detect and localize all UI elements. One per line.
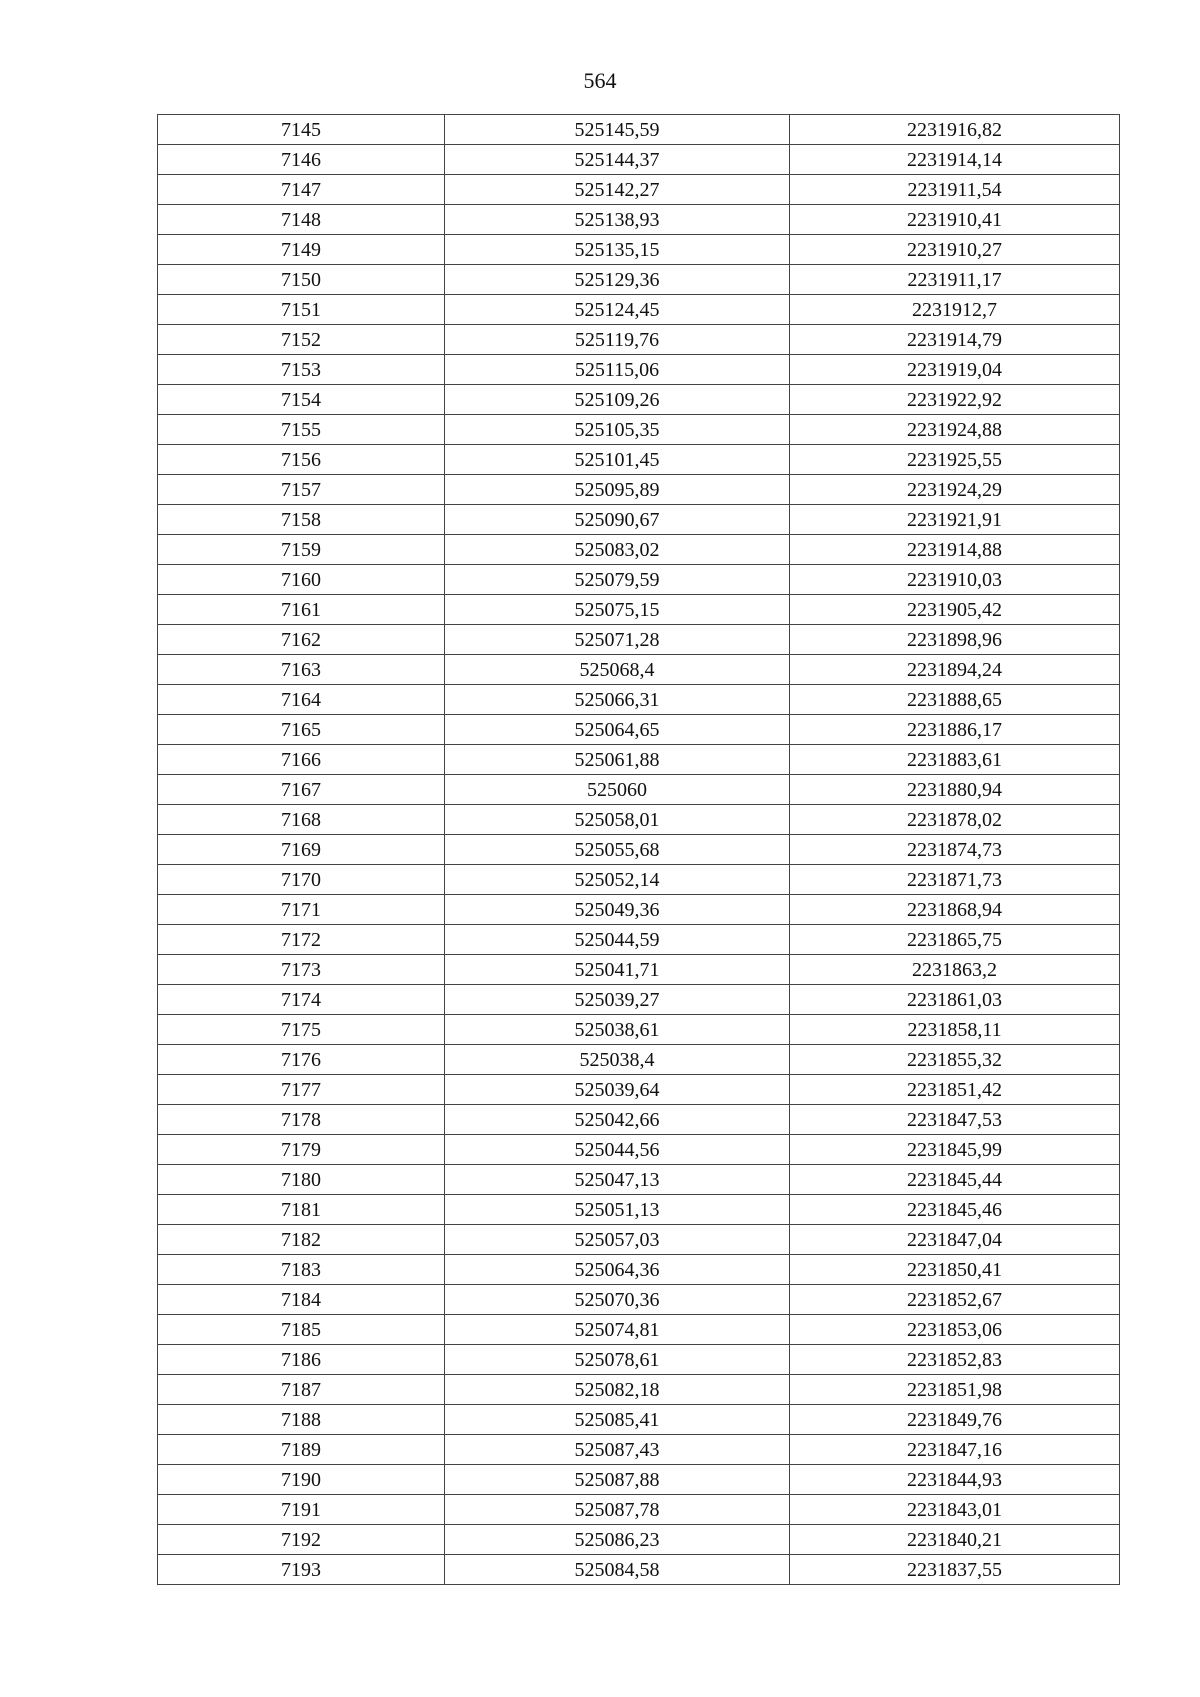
y-coordinate-cell: 2231910,03	[790, 565, 1120, 595]
x-coordinate-cell: 525101,45	[445, 445, 790, 475]
point-number-cell: 7188	[158, 1405, 445, 1435]
x-coordinate-cell: 525078,61	[445, 1345, 790, 1375]
point-number-cell: 7167	[158, 775, 445, 805]
table-row	[158, 1375, 1120, 1405]
y-coordinate-cell: 2231849,76	[790, 1405, 1120, 1435]
y-coordinate-cell: 2231924,29	[790, 475, 1120, 505]
x-coordinate-cell: 525042,66	[445, 1105, 790, 1135]
table-row	[158, 1435, 1120, 1465]
point-number-cell: 7155	[158, 415, 445, 445]
y-coordinate-cell: 2231861,03	[790, 985, 1120, 1015]
table-row	[158, 415, 1120, 445]
x-coordinate-cell: 525055,68	[445, 835, 790, 865]
x-coordinate-cell: 525087,78	[445, 1495, 790, 1525]
point-number-cell: 7181	[158, 1195, 445, 1225]
point-number-cell: 7153	[158, 355, 445, 385]
x-coordinate-cell: 525060	[445, 775, 790, 805]
y-coordinate-cell: 2231840,21	[790, 1525, 1120, 1555]
point-number-cell: 7177	[158, 1075, 445, 1105]
y-coordinate-cell: 2231852,83	[790, 1345, 1120, 1375]
table-row	[158, 1165, 1120, 1195]
table-row	[158, 985, 1120, 1015]
table-row	[158, 205, 1120, 235]
y-coordinate-cell: 2231914,88	[790, 535, 1120, 565]
x-coordinate-cell: 525119,76	[445, 325, 790, 355]
y-coordinate-cell: 2231850,41	[790, 1255, 1120, 1285]
x-coordinate-cell: 525142,27	[445, 175, 790, 205]
table-row	[158, 745, 1120, 775]
point-number-cell: 7161	[158, 595, 445, 625]
y-coordinate-cell: 2231912,7	[790, 295, 1120, 325]
x-coordinate-cell: 525044,59	[445, 925, 790, 955]
point-number-cell: 7162	[158, 625, 445, 655]
x-coordinate-cell: 525084,58	[445, 1555, 790, 1585]
table-row	[158, 1345, 1120, 1375]
y-coordinate-cell: 2231921,91	[790, 505, 1120, 535]
table-row	[158, 715, 1120, 745]
x-coordinate-cell: 525090,67	[445, 505, 790, 535]
x-coordinate-cell: 525083,02	[445, 535, 790, 565]
point-number-cell: 7154	[158, 385, 445, 415]
x-coordinate-cell: 525038,61	[445, 1015, 790, 1045]
y-coordinate-cell: 2231874,73	[790, 835, 1120, 865]
x-coordinate-cell: 525124,45	[445, 295, 790, 325]
y-coordinate-cell: 2231858,11	[790, 1015, 1120, 1045]
point-number-cell: 7169	[158, 835, 445, 865]
x-coordinate-cell: 525047,13	[445, 1165, 790, 1195]
y-coordinate-cell: 2231837,55	[790, 1555, 1120, 1585]
y-coordinate-cell: 2231855,32	[790, 1045, 1120, 1075]
x-coordinate-cell: 525138,93	[445, 205, 790, 235]
table-row	[158, 1525, 1120, 1555]
table-row	[158, 1495, 1120, 1525]
table-row	[158, 145, 1120, 175]
table-row	[158, 805, 1120, 835]
y-coordinate-cell: 2231910,27	[790, 235, 1120, 265]
x-coordinate-cell: 525068,4	[445, 655, 790, 685]
point-number-cell: 7193	[158, 1555, 445, 1585]
x-coordinate-cell: 525038,4	[445, 1045, 790, 1075]
point-number-cell: 7157	[158, 475, 445, 505]
x-coordinate-cell: 525052,14	[445, 865, 790, 895]
point-number-cell: 7180	[158, 1165, 445, 1195]
point-number-cell: 7156	[158, 445, 445, 475]
y-coordinate-cell: 2231925,55	[790, 445, 1120, 475]
x-coordinate-cell: 525064,65	[445, 715, 790, 745]
table-row	[158, 655, 1120, 685]
point-number-cell: 7187	[158, 1375, 445, 1405]
x-coordinate-cell: 525144,37	[445, 145, 790, 175]
x-coordinate-cell: 525087,43	[445, 1435, 790, 1465]
table-row	[158, 1135, 1120, 1165]
point-number-cell: 7179	[158, 1135, 445, 1165]
x-coordinate-cell: 525087,88	[445, 1465, 790, 1495]
point-number-cell: 7182	[158, 1225, 445, 1255]
table-row	[158, 475, 1120, 505]
table-row	[158, 1195, 1120, 1225]
point-number-cell: 7151	[158, 295, 445, 325]
point-number-cell: 7175	[158, 1015, 445, 1045]
table-row	[158, 175, 1120, 205]
table-row	[158, 1045, 1120, 1075]
point-number-cell: 7168	[158, 805, 445, 835]
y-coordinate-cell: 2231880,94	[790, 775, 1120, 805]
x-coordinate-cell: 525057,03	[445, 1225, 790, 1255]
coordinates-table-body	[158, 115, 1120, 1585]
point-number-cell: 7170	[158, 865, 445, 895]
point-number-cell: 7185	[158, 1315, 445, 1345]
y-coordinate-cell: 2231878,02	[790, 805, 1120, 835]
y-coordinate-cell: 2231852,67	[790, 1285, 1120, 1315]
point-number-cell: 7189	[158, 1435, 445, 1465]
x-coordinate-cell: 525105,35	[445, 415, 790, 445]
x-coordinate-cell: 525051,13	[445, 1195, 790, 1225]
y-coordinate-cell: 2231868,94	[790, 895, 1120, 925]
x-coordinate-cell: 525086,23	[445, 1525, 790, 1555]
point-number-cell: 7184	[158, 1285, 445, 1315]
y-coordinate-cell: 2231851,42	[790, 1075, 1120, 1105]
x-coordinate-cell: 525085,41	[445, 1405, 790, 1435]
point-number-cell: 7171	[158, 895, 445, 925]
x-coordinate-cell: 525095,89	[445, 475, 790, 505]
point-number-cell: 7166	[158, 745, 445, 775]
y-coordinate-cell: 2231853,06	[790, 1315, 1120, 1345]
table-row	[158, 955, 1120, 985]
y-coordinate-cell: 2231883,61	[790, 745, 1120, 775]
y-coordinate-cell: 2231894,24	[790, 655, 1120, 685]
point-number-cell: 7183	[158, 1255, 445, 1285]
y-coordinate-cell: 2231916,82	[790, 115, 1120, 145]
table-row	[158, 1255, 1120, 1285]
x-coordinate-cell: 525079,59	[445, 565, 790, 595]
y-coordinate-cell: 2231886,17	[790, 715, 1120, 745]
table-row	[158, 1465, 1120, 1495]
point-number-cell: 7146	[158, 145, 445, 175]
x-coordinate-cell: 525066,31	[445, 685, 790, 715]
table-row	[158, 595, 1120, 625]
table-row	[158, 295, 1120, 325]
point-number-cell: 7163	[158, 655, 445, 685]
table-row	[158, 385, 1120, 415]
table-row	[158, 1225, 1120, 1255]
point-number-cell: 7190	[158, 1465, 445, 1495]
table-row	[158, 1555, 1120, 1585]
x-coordinate-cell: 525145,59	[445, 115, 790, 145]
table-row	[158, 625, 1120, 655]
x-coordinate-cell: 525109,26	[445, 385, 790, 415]
y-coordinate-cell: 2231844,93	[790, 1465, 1120, 1495]
point-number-cell: 7148	[158, 205, 445, 235]
point-number-cell: 7172	[158, 925, 445, 955]
point-number-cell: 7150	[158, 265, 445, 295]
x-coordinate-cell: 525049,36	[445, 895, 790, 925]
table-row	[158, 685, 1120, 715]
table-row	[158, 1075, 1120, 1105]
y-coordinate-cell: 2231847,04	[790, 1225, 1120, 1255]
point-number-cell: 7159	[158, 535, 445, 565]
y-coordinate-cell: 2231851,98	[790, 1375, 1120, 1405]
x-coordinate-cell: 525061,88	[445, 745, 790, 775]
y-coordinate-cell: 2231919,04	[790, 355, 1120, 385]
table-row	[158, 775, 1120, 805]
x-coordinate-cell: 525064,36	[445, 1255, 790, 1285]
point-number-cell: 7173	[158, 955, 445, 985]
x-coordinate-cell: 525044,56	[445, 1135, 790, 1165]
y-coordinate-cell: 2231888,65	[790, 685, 1120, 715]
y-coordinate-cell: 2231863,2	[790, 955, 1120, 985]
x-coordinate-cell: 525039,27	[445, 985, 790, 1015]
y-coordinate-cell: 2231914,14	[790, 145, 1120, 175]
table-row	[158, 1285, 1120, 1315]
x-coordinate-cell: 525070,36	[445, 1285, 790, 1315]
point-number-cell: 7192	[158, 1525, 445, 1555]
point-number-cell: 7158	[158, 505, 445, 535]
point-number-cell: 7165	[158, 715, 445, 745]
y-coordinate-cell: 2231911,54	[790, 175, 1120, 205]
table-row	[158, 235, 1120, 265]
table-row	[158, 835, 1120, 865]
y-coordinate-cell: 2231843,01	[790, 1495, 1120, 1525]
point-number-cell: 7160	[158, 565, 445, 595]
x-coordinate-cell: 525135,15	[445, 235, 790, 265]
y-coordinate-cell: 2231871,73	[790, 865, 1120, 895]
point-number-cell: 7152	[158, 325, 445, 355]
table-row	[158, 1315, 1120, 1345]
x-coordinate-cell: 525115,06	[445, 355, 790, 385]
table-row	[158, 925, 1120, 955]
y-coordinate-cell: 2231845,46	[790, 1195, 1120, 1225]
table-row	[158, 565, 1120, 595]
y-coordinate-cell: 2231914,79	[790, 325, 1120, 355]
point-number-cell: 7147	[158, 175, 445, 205]
y-coordinate-cell: 2231847,53	[790, 1105, 1120, 1135]
point-number-cell: 7174	[158, 985, 445, 1015]
coordinates-table	[157, 114, 1120, 1585]
table-row	[158, 1105, 1120, 1135]
y-coordinate-cell: 2231845,99	[790, 1135, 1120, 1165]
x-coordinate-cell: 525129,36	[445, 265, 790, 295]
table-row	[158, 325, 1120, 355]
point-number-cell: 7178	[158, 1105, 445, 1135]
table-row	[158, 1405, 1120, 1435]
y-coordinate-cell: 2231847,16	[790, 1435, 1120, 1465]
x-coordinate-cell: 525039,64	[445, 1075, 790, 1105]
y-coordinate-cell: 2231922,92	[790, 385, 1120, 415]
y-coordinate-cell: 2231910,41	[790, 205, 1120, 235]
table-row	[158, 445, 1120, 475]
page-number: 564	[583, 68, 617, 93]
table-row	[158, 265, 1120, 295]
x-coordinate-cell: 525041,71	[445, 955, 790, 985]
table-row	[158, 895, 1120, 925]
x-coordinate-cell: 525058,01	[445, 805, 790, 835]
point-number-cell: 7191	[158, 1495, 445, 1525]
y-coordinate-cell: 2231845,44	[790, 1165, 1120, 1195]
x-coordinate-cell: 525075,15	[445, 595, 790, 625]
table-row	[158, 1015, 1120, 1045]
x-coordinate-cell: 525071,28	[445, 625, 790, 655]
y-coordinate-cell: 2231924,88	[790, 415, 1120, 445]
table-row	[158, 535, 1120, 565]
point-number-cell: 7149	[158, 235, 445, 265]
y-coordinate-cell: 2231865,75	[790, 925, 1120, 955]
table-row	[158, 865, 1120, 895]
y-coordinate-cell: 2231898,96	[790, 625, 1120, 655]
table-row	[158, 505, 1120, 535]
table-row	[158, 115, 1120, 145]
y-coordinate-cell: 2231911,17	[790, 265, 1120, 295]
x-coordinate-cell: 525074,81	[445, 1315, 790, 1345]
point-number-cell: 7145	[158, 115, 445, 145]
y-coordinate-cell: 2231905,42	[790, 595, 1120, 625]
table-row	[158, 355, 1120, 385]
x-coordinate-cell: 525082,18	[445, 1375, 790, 1405]
point-number-cell: 7176	[158, 1045, 445, 1075]
point-number-cell: 7164	[158, 685, 445, 715]
point-number-cell: 7186	[158, 1345, 445, 1375]
